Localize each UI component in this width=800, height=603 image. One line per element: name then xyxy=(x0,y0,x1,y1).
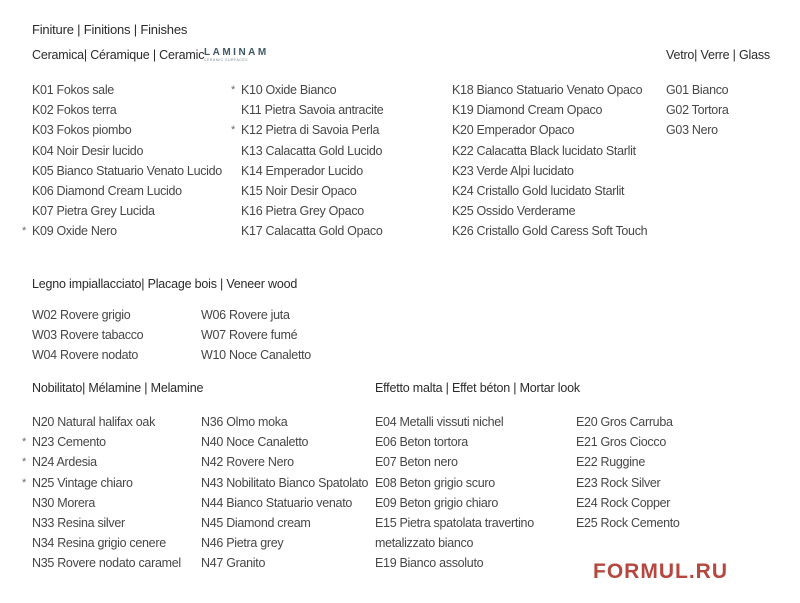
finish-item-label: E06 Beton tortora xyxy=(375,435,468,450)
finish-item xyxy=(241,161,383,181)
veneer-list-col2 xyxy=(201,305,311,366)
finish-item xyxy=(32,305,143,325)
finish-item xyxy=(22,452,181,472)
finish-item xyxy=(375,432,534,452)
glass-list xyxy=(666,80,728,141)
finish-item-label: E15 Pietra spatolata travertino xyxy=(375,515,534,530)
finish-item xyxy=(375,412,534,432)
finish-item xyxy=(32,493,181,513)
finish-item-label: E20 Gros Carruba xyxy=(576,415,673,429)
finish-item-label: W10 Noce Canaletto xyxy=(201,348,311,363)
finish-item xyxy=(32,181,222,201)
asterisk-marker: * xyxy=(231,84,235,96)
finish-item-label: E25 Rock Cemento xyxy=(576,515,680,530)
watermark: FORMUL.RU xyxy=(593,560,728,583)
finish-item xyxy=(452,221,647,241)
finish-item xyxy=(452,161,647,181)
finish-item-label: K24 Cristallo Gold lucidato Starlit xyxy=(452,183,625,198)
finish-item xyxy=(576,493,680,513)
finish-item xyxy=(32,120,222,140)
finish-item-label: K05 Bianco Statuario Venato Lucido xyxy=(32,163,222,178)
finish-item-label: K23 Verde Alpi lucidato xyxy=(452,163,574,178)
mortar-list-col2 xyxy=(576,412,680,533)
finish-item-label: N43 Nobilitato Bianco Spatolato xyxy=(201,475,369,490)
ceramic-list-col1 xyxy=(22,80,222,242)
finish-item-label: K26 Cristallo Gold Caress Soft Touch xyxy=(452,224,648,239)
finish-item-label: K20 Emperador Opaco xyxy=(452,123,575,138)
finish-item xyxy=(666,120,728,140)
finish-item xyxy=(32,533,181,553)
finish-item-label: G02 Tortora xyxy=(666,103,729,118)
finish-item xyxy=(32,345,143,365)
veneer-list-col1 xyxy=(32,305,143,366)
finish-item xyxy=(32,201,222,221)
finish-item xyxy=(32,141,222,161)
laminam-logo-name: LAMINAM xyxy=(204,47,269,58)
finish-item xyxy=(32,553,181,573)
finish-item xyxy=(452,181,647,201)
finish-item xyxy=(241,100,383,120)
finish-item-label: K16 Pietra Grey Opaco xyxy=(241,204,364,219)
finish-item-label: N20 Natural halifax oak xyxy=(32,415,156,429)
finish-item-label: K01 Fokos sale xyxy=(32,83,114,97)
finish-item-label: N23 Cemento xyxy=(32,435,106,450)
finish-item xyxy=(241,221,383,241)
finish-item xyxy=(452,141,647,161)
finish-item-label: N40 Noce Canaletto xyxy=(201,435,309,450)
finish-item xyxy=(201,325,311,345)
asterisk-marker: * xyxy=(231,124,235,137)
finish-item-label: G01 Bianco xyxy=(666,83,729,97)
veneer-heading: Legno impiallacciato| Placage bois | Veneer wood xyxy=(32,277,298,291)
asterisk-marker: * xyxy=(22,476,26,489)
finish-item-label: N25 Vintage chiaro xyxy=(32,475,133,490)
finish-item xyxy=(375,452,534,472)
finish-item-label: N33 Resina silver xyxy=(32,515,125,530)
finish-item-label: N24 Ardesia xyxy=(32,455,97,470)
finish-item xyxy=(201,452,368,472)
finish-item-label: E23 Rock Silver xyxy=(576,475,661,490)
finish-item xyxy=(241,201,383,221)
finish-item xyxy=(452,120,647,140)
laminam-logo xyxy=(204,47,274,62)
finish-item-label: E09 Beton grigio chiaro xyxy=(375,495,499,510)
finish-item-label: G03 Nero xyxy=(666,123,718,138)
finish-item xyxy=(32,412,181,432)
finish-item-label: E21 Gros Ciocco xyxy=(576,435,666,450)
finish-item-label: N42 Rovere Nero xyxy=(201,455,294,470)
finish-item xyxy=(201,432,368,452)
finish-item-label: K13 Calacatta Gold Lucido xyxy=(241,143,383,158)
finish-item xyxy=(666,80,728,100)
mortar-list-col1 xyxy=(375,412,534,574)
finish-item xyxy=(201,305,311,325)
finish-item xyxy=(375,473,534,493)
melamine-list-col1 xyxy=(22,412,181,574)
finish-item-label: K18 Bianco Statuario Venato Opaco xyxy=(452,83,643,97)
finish-item-label: N36 Olmo moka xyxy=(201,415,288,429)
asterisk-marker: * xyxy=(22,225,26,238)
finish-item xyxy=(375,513,534,533)
glass-heading: Vetro| Verre | Glass xyxy=(666,48,770,62)
finish-item-label: E07 Beton nero xyxy=(375,455,458,470)
finish-item-label: K09 Oxide Nero xyxy=(32,224,117,239)
finish-item xyxy=(241,181,383,201)
finish-item-label: K14 Emperador Lucido xyxy=(241,163,363,178)
finish-item xyxy=(576,432,680,452)
finish-item-label: N46 Pietra grey xyxy=(201,536,284,551)
finish-item-label: W02 Rovere grigio xyxy=(32,308,131,322)
finish-item-label: K06 Diamond Cream Lucido xyxy=(32,183,182,198)
melamine-heading: Nobilitato| Mélamine | Melamine xyxy=(32,381,204,395)
finish-item xyxy=(576,473,680,493)
finish-item-label: K03 Fokos piombo xyxy=(32,123,132,138)
finish-item-label: W04 Rovere nodato xyxy=(32,348,139,363)
finish-item xyxy=(22,432,181,452)
finish-item xyxy=(201,473,368,493)
finish-item xyxy=(201,493,368,513)
finish-item xyxy=(201,533,368,553)
finish-item-label: E08 Beton grigio scuro xyxy=(375,475,495,490)
finish-item xyxy=(375,533,534,553)
finish-item-label: E19 Bianco assoluto xyxy=(375,556,484,571)
finish-item-label: N35 Rovere nodato caramel xyxy=(32,556,181,571)
finish-item xyxy=(22,473,181,493)
finish-item xyxy=(576,412,680,432)
page-title: Finiture | Finitions | Finishes xyxy=(32,22,188,37)
ceramic-list-col3 xyxy=(452,80,647,242)
mortar-heading: Effetto malta | Effet béton | Mortar look xyxy=(375,381,580,395)
finish-item xyxy=(231,80,383,100)
finish-item xyxy=(32,80,222,100)
finish-item-label: N47 Granito xyxy=(201,556,266,571)
finish-item-label: K19 Diamond Cream Opaco xyxy=(452,103,603,118)
finish-item xyxy=(201,553,368,573)
finish-item-label: N45 Diamond cream xyxy=(201,515,311,530)
finish-item-label: K04 Noir Desir lucido xyxy=(32,143,144,158)
finish-item-label: K10 Oxide Bianco xyxy=(241,83,337,97)
finish-item xyxy=(32,325,143,345)
finish-item-label: K22 Calacatta Black lucidato Starlit xyxy=(452,143,636,158)
finish-item xyxy=(452,80,647,100)
finish-item xyxy=(375,553,534,573)
finish-item xyxy=(666,100,728,120)
ceramic-list-col2 xyxy=(231,80,384,242)
finish-item xyxy=(201,513,368,533)
finish-item-label: W07 Rovere fumé xyxy=(201,328,298,343)
finish-item-label: metalizzato bianco xyxy=(375,536,474,551)
finish-item xyxy=(576,513,680,533)
finish-item xyxy=(231,120,383,140)
asterisk-marker: * xyxy=(22,436,26,449)
finish-item xyxy=(32,161,222,181)
melamine-list-col2 xyxy=(201,412,368,574)
finish-item xyxy=(32,100,222,120)
finish-item xyxy=(201,412,368,432)
finish-item-label: K12 Pietra di Savoia Perla xyxy=(241,123,380,138)
finish-item xyxy=(201,345,311,365)
finish-item-label: K25 Ossido Verderame xyxy=(452,204,576,219)
ceramic-heading: Ceramica| Céramique | Ceramic xyxy=(32,48,205,62)
asterisk-marker: * xyxy=(22,456,26,469)
finish-item xyxy=(375,493,534,513)
finish-item xyxy=(452,100,647,120)
finish-item-label: K07 Pietra Grey Lucida xyxy=(32,204,155,219)
finish-item-label: K17 Calacatta Gold Opaco xyxy=(241,224,383,239)
laminam-logo-tagline: CERAMIC SURFACES xyxy=(204,58,248,62)
finish-item-label: E22 Ruggine xyxy=(576,455,645,470)
finish-item-label: K15 Noir Desir Opaco xyxy=(241,183,357,198)
finish-item-label: N34 Resina grigio cenere xyxy=(32,536,166,551)
finish-item-label: N30 Morera xyxy=(32,495,95,510)
finish-item-label: E04 Metalli vissuti nichel xyxy=(375,415,504,429)
finish-item xyxy=(452,201,647,221)
finish-item-label: W03 Rovere tabacco xyxy=(32,328,144,343)
finish-item xyxy=(576,452,680,472)
finish-item xyxy=(22,221,222,241)
finish-item xyxy=(32,513,181,533)
finish-item-label: N44 Bianco Statuario venato xyxy=(201,495,353,510)
finish-item xyxy=(241,141,383,161)
finish-item-label: W06 Rovere juta xyxy=(201,308,290,322)
finish-item-label: K11 Pietra Savoia antracite xyxy=(241,103,384,118)
finish-item-label: K02 Fokos terra xyxy=(32,103,117,118)
finish-item-label: E24 Rock Copper xyxy=(576,495,671,510)
